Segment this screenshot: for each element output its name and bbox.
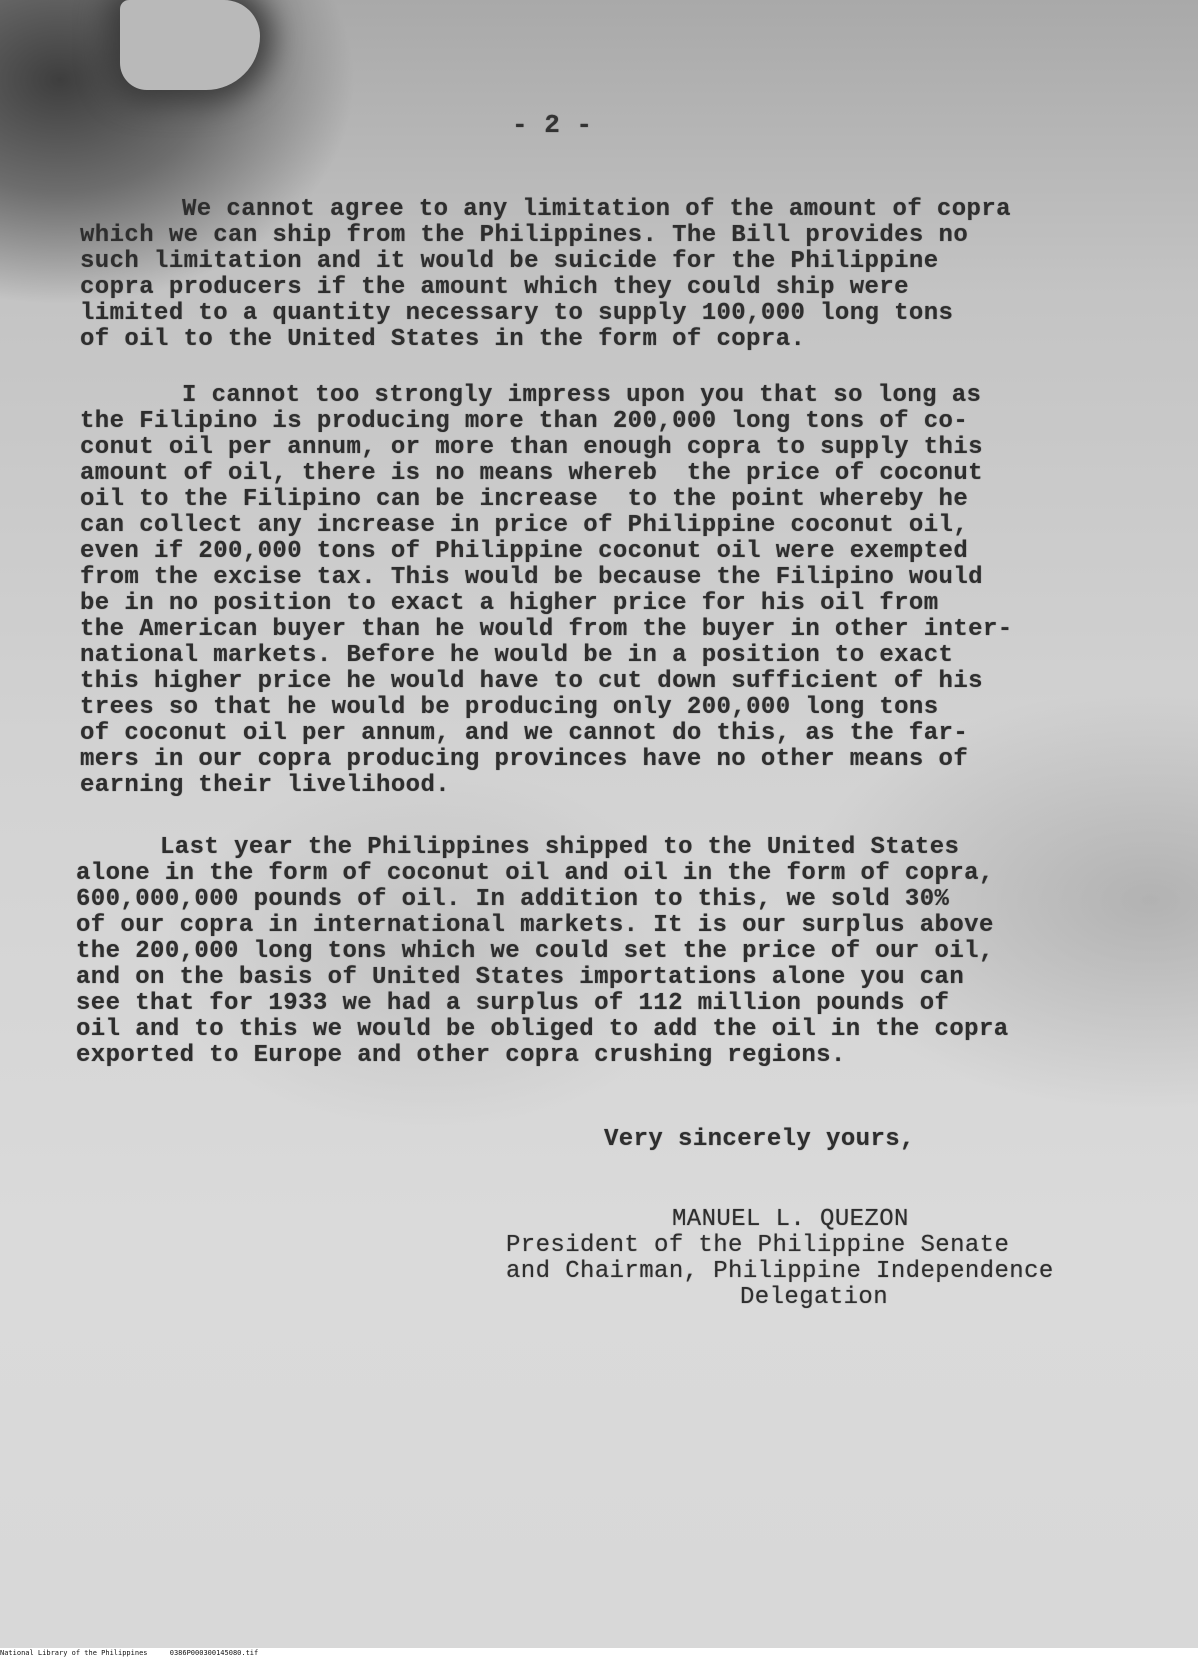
text-line: copra producers if the amount which they could ship were <box>80 274 909 301</box>
text-line: amount of oil, there is no means whereb the price of coconut <box>80 460 983 487</box>
text-line: this higher price he would have to cut down sufficient of his <box>80 668 983 695</box>
file-id: 0386P000300145080.tif <box>169 1649 259 1657</box>
text-line: even if 200,000 tons of Philippine coconut oil were exempted <box>80 538 969 565</box>
text-line: which we can ship from the Philippines. The Bill provides no <box>80 222 969 249</box>
text-line: I cannot too strongly impress upon you that so long as <box>182 382 982 409</box>
text-line: the American buyer than he would from the buyer in other inter- <box>80 616 1013 643</box>
text-line: can collect any increase in price of Philippine coconut oil, <box>80 512 969 539</box>
text-line: of our copra in international markets. It is our surplus above <box>76 912 994 939</box>
text-line: oil and to this we would be obliged to add the oil in the copra <box>76 1016 1009 1043</box>
signer-title: Delegation <box>740 1284 889 1311</box>
text-line: trees so that he would be producing only 200,000 long tons <box>80 694 939 721</box>
text-line: Last year the Philippines shipped to the United States <box>160 834 960 861</box>
text-line: exported to Europe and other copra crushing regions. <box>76 1042 846 1069</box>
text-line: the 200,000 long tons which we could set the price of our oil, <box>76 938 994 965</box>
signer-title: and Chairman, Philippine Independence <box>506 1258 1054 1285</box>
text-line: alone in the form of coconut oil and oil in the form of copra, <box>76 860 994 887</box>
text-line: of oil to the United States in the form of copra. <box>80 326 806 353</box>
text-line: and on the basis of United States importations alone you can <box>76 964 965 991</box>
burn-damage <box>120 0 260 90</box>
text-line: oil to the Filipino can be increase to the point whereby he <box>80 486 969 513</box>
text-line: limited to a quantity necessary to supply 100,000 long tons <box>80 300 954 327</box>
text-line: national markets. Before he would be in a position to exact <box>80 642 954 669</box>
signer-title: President of the Philippine Senate <box>506 1232 1010 1259</box>
archive-name: National Library of the Philippines <box>0 1649 148 1657</box>
archive-footer <box>0 1648 1198 1658</box>
signer-name: MANUEL L. QUEZON <box>672 1206 909 1233</box>
text-line: from the excise tax. This would be because the Filipino would <box>80 564 983 591</box>
text-line: such limitation and it would be suicide for the Philippine <box>80 248 939 275</box>
text-line: conut oil per annum, or more than enough copra to supply this <box>80 434 983 461</box>
text-line: earning their livelihood. <box>80 772 451 799</box>
text-line: of coconut oil per annum, and we cannot do this, as the far- <box>80 720 969 747</box>
page-number: - 2 - <box>512 110 593 140</box>
text-line: see that for 1933 we had a surplus of 112 million pounds of <box>76 990 950 1017</box>
text-line: 600,000,000 pounds of oil. In addition to this, we sold 30% <box>76 886 950 913</box>
text-line: We cannot agree to any limitation of the amount of copra <box>182 196 1011 223</box>
text-line: be in no position to exact a higher price for his oil from <box>80 590 939 617</box>
closing: Very sincerely yours, <box>604 1126 915 1153</box>
text-line: mers in our copra producing provinces have no other means of <box>80 746 969 773</box>
text-line: the Filipino is producing more than 200,000 long tons of co- <box>80 408 969 435</box>
